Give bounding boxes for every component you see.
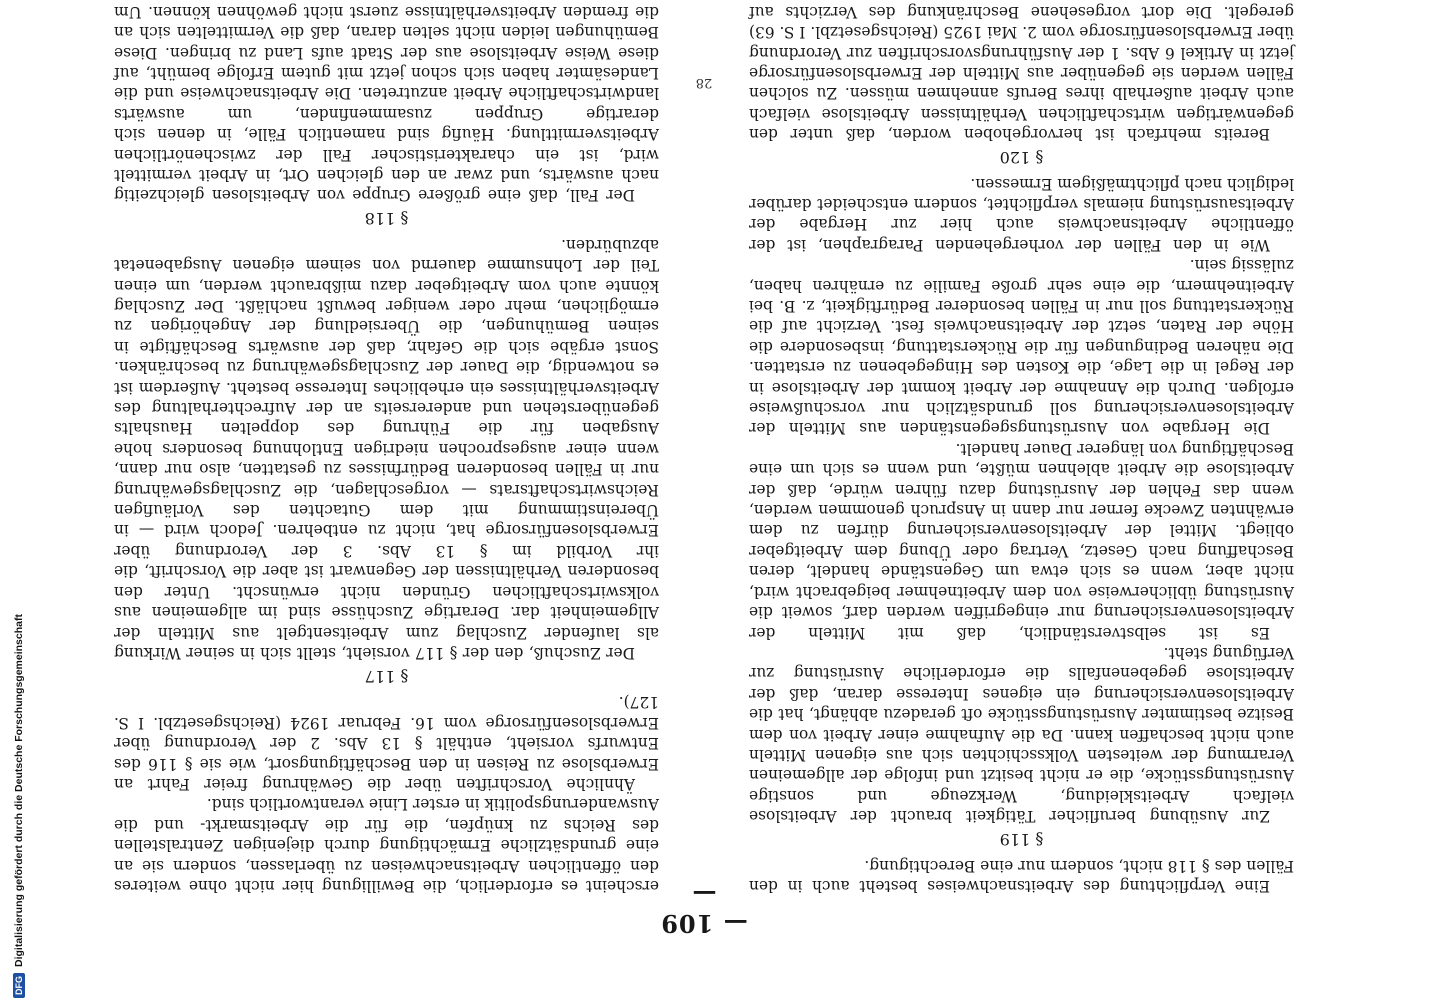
- section-119-paragraph-4: Wie in den Fällen der vorhergehenden Paragraphen, ist der öffentliche Arbeitsnachweis auch hier zur Hergabe der Arbeitsausrüstung niemals verpflichtet, sondern entscheidet darüber lediglich nach pflichtmäßigem Ermessen.: [749, 174, 1294, 254]
- digitization-note: [10, 28, 28, 998]
- footer-page-number: 28: [695, 75, 713, 90]
- digitization-text: Digitalisierung gefördert durch die Deutsche Forschungsgemeinschaft: [13, 614, 25, 967]
- left-column: [749, 2, 1294, 896]
- section-117-paragraph: Der Zuschuß, den der § 117 vorsieht, stellt sich in seiner Wirkung als laufender Zuschlag zum Arbeitsentgelt aus Mitteln der Allgemeinheit dar. Derartige Zuschüsse sind im allgemeinen aus volkswirtschaftlichen Gründen nicht erwünscht. Unter den besonderen Verhältnissen der Gegenwart ist aber die Vorschrift, die ihr Vorbild im § 13 Abs. 3 der Verordnung über Erwerbslosenfürsorge hat, nicht zu entbehren. Jedoch wird — in Übereinstimmung mit dem Gutachten des Vorläufigen Reichswirtschaftsrats — vorgeschlagen, die Zuschlagsgewährung nur in Fällen besonderen Bedürfnisses zu gestatten, also nur dann, wenn einer ausgesprochen niedrigen Entlohnung besonders hohe Ausgaben für die Führung des doppelten Haushalts gegenüberstehen und andererseits an der Aufrechterhaltung des Arbeitsverhältnisses ein erhebliches Interesse besteht. Außerdem ist es notwendig, die Dauer der Zuschlagsgewährung zu beschränken. Sonst ergäbe sich die Gefahr, daß der auswärts Beschäftigte in seinen Bemühungen, die Übersiedlung der Angehörigen zu ermöglichen, mehr oder weniger bewußt nachläßt. Der Zuschlag könnte auch vom Arbeitgeber dazu mißbraucht werden, um einen Teil der Lohnsumme dauernd von seinem eigenen Ausgabenetat abzubürden.: [114, 235, 659, 662]
- dfg-logo: DFG: [13, 973, 25, 998]
- page-content: [114, 2, 1294, 938]
- right-intro-paragraph-2: Ähnliche Vorschriften über die Gewährung freier Fahrt an Erwerbslose zu Reisen in den Beschäftigungsort, wie sie § 116 des Entwurfs vorsieht, enthält § 13 Abs. 2 der Verordnung über Erwerbslosenfürsorge vom 16. Februar 1924 (Reichsgesetzbl. I S. 127).: [114, 693, 659, 793]
- section-117-title: § 117: [364, 666, 409, 686]
- section-120-title: § 120: [999, 148, 1044, 168]
- left-intro-paragraph: Eine Verpflichtung des Arbeitsnachweises besteht auch in den Fällen des § 118 nicht, sondern nur eine Berechtigung.: [749, 856, 1294, 895]
- section-120-paragraph-1: Bereits mehrfach ist hervorgehoben worden, daß unter den gegenwärtigen wirtschaftlichen Verhältnissen Arbeitslose vielfach auch Arbeit außerhalb ihres Berufs annehmen müssen. Zu solchen Fällen werden sie gegenüber aus Mitteln der Erwerbslosenfürsorge jetzt in Artikel 6 Abs. 1 der Ausführungsvorschriften zur Verordnung über Erwerbslosenfürsorge vom 2. Mai 1925 (Reichsgesetzbl. I S. 63) geregelt. Die dort vorgesehene Beschränkung des Verzichts auf: [749, 2, 1294, 144]
- digitization-note-content: [10, 28, 28, 998]
- section-119-paragraph-3: Die Hergabe von Ausrüstungsgegenständen aus Mitteln der Arbeitslosenversicherung soll grundsätzlich nur vorschußweise erfolgen. Durch die Annahme der Arbeit kommt der Arbeitslose in der Regel in die Lage, die Kosten des Hingegebenen zu erstatten. Die näheren Bedingungen für die Rückerstattung, insbesondere die Höhe der Raten, setzt der Arbeitsnachweis fest. Verzicht auf die Rückerstattung soll nur in Fällen besonderer Bedürftigkeit, z. B. bei Arbeitnehmern, die eine sehr große Familie zu ernähren haben, zulässig sein.: [749, 256, 1294, 438]
- section-119-title: § 119: [999, 830, 1044, 850]
- section-118-paragraph: Der Fall, daß eine größere Gruppe von Arbeitslosen gleichzeitig nach auswärts, und zwar an den gleichen Ort, in Arbeit vermittelt wird, ist ein charakteristischer Fall der zwischenörtlichen Arbeitsvermittlung. Häufig sind namentlich Fälle, in denen sich derartige Gruppen zusammenfinden, um auswärts landwirtschaftliche Arbeit anzutreten. Die Arbeitsnachweise und die Landesämter haben sich schon jetzt mit gutem Erfolge bemüht, auf diese Weise Arbeitslose aus der Stadt aufs Land zu bringen. Diese Bemühungen leiden nicht selten daran, daß die Vermittelten sich an die fremden Arbeitsverhältnisse zuerst nicht gewöhnen können. Um: [114, 2, 659, 205]
- page-number: — 109 —: [660, 880, 748, 938]
- section-119-paragraph-2: Es ist selbstverständlich, daß mit Mitteln der Arbeitslosenversicherung nur eingegriffen werden darf, soweit die Ausrüstung üblicherweise von dem Arbeitnehmer beigebracht wird, nicht aber, wenn es sich etwa um Gegenstände handelt, deren Beschaffung nach Gesetz, Vertrag oder Übung dem Arbeitgeber obliegt. Mittel der Arbeitslosenversicherung dürfen zu dem erwähnten Zwecke ferner nur dann in Anspruch genommen werden, wenn das Fehlen der Ausrüstung dazu führen würde, daß der Arbeitslose die Arbeit ablehnen müßte, und wenn es sich um eine Beschäftigung von längerer Dauer handelt.: [749, 439, 1294, 642]
- right-column: [114, 2, 659, 896]
- section-118-title: § 118: [364, 209, 409, 229]
- right-intro-paragraph: erscheint es erforderlich, die Bewilligung hier nicht ohne weiteres den öffentlichen Arbeitsnachweisen zu überlassen, sondern sie an eine grundsätzliche Ermächtigung durch diejenigen Zentralstellen des Reichs zu knüpfen, die für die Arbeitsmarkt- und die Auswanderungspolitik in erster Linie verantwortlich sind.: [114, 795, 659, 895]
- section-119-paragraph-1: Zur Ausübung beruflicher Tätigkeit braucht der Arbeitslose vielfach Arbeitskleidung, Werkzeuge und sonstige Ausrüstungsstücke, die er nicht besitzt und infolge der allgemeinen Verarmung der weitesten Volksschichten sich aus eigenen Mitteln auch nicht beschaffen kann. Da die Aufnahme einer Arbeit von dem Besitze bestimmter Ausrüstungsstücke oft geradezu abhängt, hat die Arbeitslosenversicherung ein eigenes Interesse daran, daß der Arbeitslose gegebenenfalls die erforderliche Ausrüstung zur Verfügung steht.: [749, 643, 1294, 826]
